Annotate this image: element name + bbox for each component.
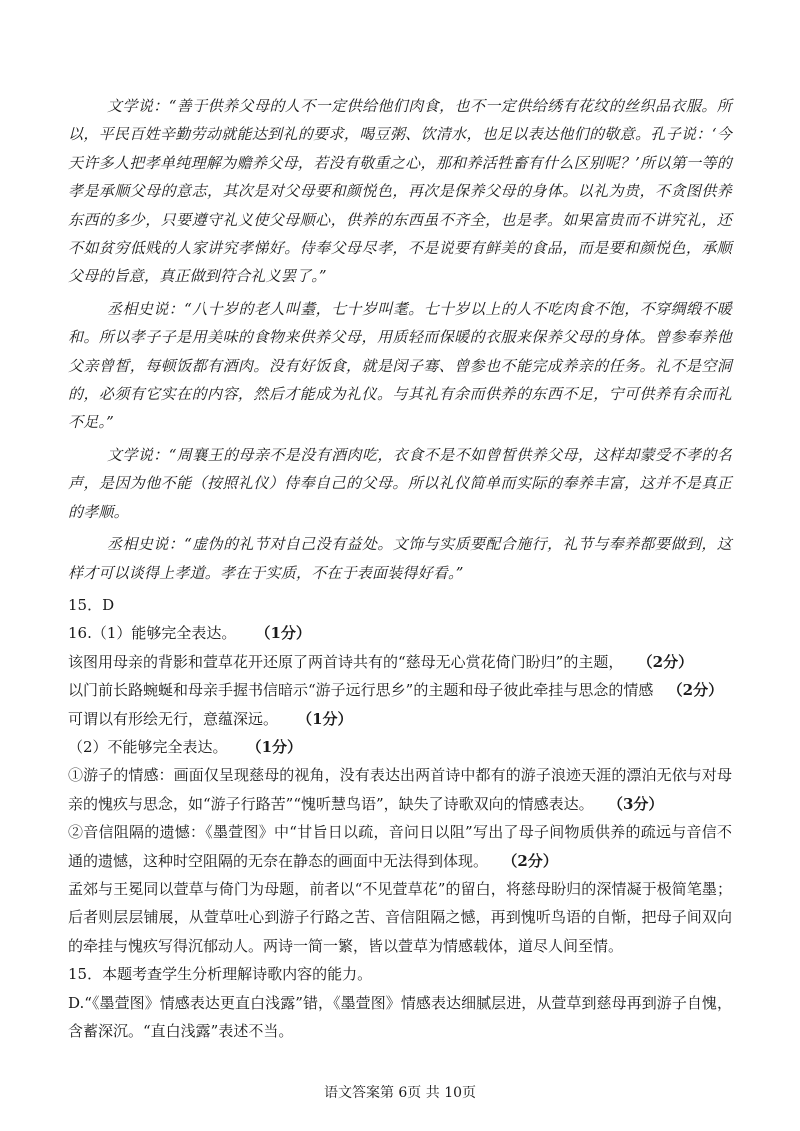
analysis-15-option-d: D.“《墨萱图》情感表达更直白浅露”错，《墨萱图》情感表达细腻层进，从萱草到慈母再到游子自愧，含蓄深沉。“直白浅露”表述不当。 — [68, 993, 732, 1040]
answer-text: 该图用母亲的背影和萱草花开还原了两首诗共有的“慈母无心赏花倚门盼归”的主题， — [68, 652, 624, 671]
answer-16-1-heading — [68, 619, 732, 647]
answer-text: ①游子的情感：画面仅呈现慈母的视角，没有表达出两首诗中都有的游子浪迹天涯的漂泊无依与对母亲的愧疚与思念，如“游子行路苦”“愧听慧鸟语”，缺失了诗歌双向的情感表达。 — [68, 766, 732, 813]
score-label: （1分） — [297, 709, 353, 728]
answer-15: 15．D — [68, 595, 115, 614]
answer-text: 可谓以有形绘无行，意蕴深远。 — [68, 709, 279, 728]
answer-16-1-point-b — [68, 676, 732, 704]
score-label: （2分） — [502, 851, 558, 870]
answer-16-1-point-a — [68, 648, 732, 676]
paragraph-chengxiangshi-2: 丞相史说：“虚伪的礼节对自己没有益处。文饰与实质要配合施行，礼节与奉养都要做到，这样才可以谈得上孝道。孝在于实质，不在于表面装得好看。” — [68, 535, 732, 582]
answer-text: 以门前长路蜿蜒和母亲手握书信暗示“游子远行思乡”的主题和母子彼此牵挂与思念的情感 — [68, 681, 654, 700]
score-label: （1分） — [246, 737, 303, 756]
paragraph-wenxue-2: 文学说：“周襄王的母亲不是没有酒肉吃，衣食不是不如曾皙供养父母，这样却蒙受不孝的名声，是因为他不能（按照礼仪）侍奉自己的父母。所以礼仪简单而实际的奉养丰富，这并不是真正的孝顺。 — [68, 445, 732, 521]
page-footer: 语文答案第 6页 共 10页 — [323, 1085, 477, 1101]
paragraph-wenxue-1: 文学说：“善于供养父母的人不一定供给他们肉食，也不一定供给绣有花纹的丝织品衣服。所以，平民百姓辛勤劳动就能达到礼的要求，喝豆粥、饮清水，也足以表达他们的敬意。孔子说：‘今天许多人把孝单纯理解为赡养父母，若没有敬重之心，那和养活牲畜有什么区别呢？’所以第一等的孝是承顺父母的意志，其次是对父母要和颜悦色，再次是保养父母的身体。以礼为贵，不贪图供养东西的多少，只要遵守礼义使父母顺心，供养的东西虽不齐全，也是孝。如果富贵而不讲究礼，还不如贫穷低贱的人家讲究孝悌好。侍奉父母尽孝，不是说要有鲜美的食品，而是要和颜悦色，承顺父母的旨意，真正做到符合礼义罢了。” — [68, 97, 732, 286]
answer-16-1-heading-text: 16.（1）能够完全表达。 — [68, 624, 237, 643]
paragraph-chengxiangshi-1: 丞相史说：“八十岁的老人叫耋，七十岁叫耄。七十岁以上的人不吃肉食不饱，不穿绸缎不暖和。所以孝子子是用美味的食物来供养父母，用质轻而保暖的衣服来保养父母的身体。曾参奉养他父亲曾皙，每顿饭都有酒肉。没有好饭食，就是闵子骞、曾参也不能完成养亲的任务。礼不是空洞的，必须有它实在的内容，然后才能成为礼仪。与其礼有余而供养的东西不足，宁可供养有余而礼不足。” — [68, 299, 732, 432]
analysis-15-note: 15．本题考查学生分析理解诗歌内容的能力。 — [68, 965, 373, 984]
answer-16-2-point-b — [68, 818, 732, 875]
answer-text: ②音信阻隔的遗憾：《墨萱图》中“甘旨日以疏，音问日以阻”写出了母子间物质供养的疏远与音信不通的遗憾，这种时空阻隔的无奈在静态的画面中无法得到体现。 — [68, 823, 732, 870]
page-content — [68, 92, 732, 1045]
score-label: （2分） — [637, 652, 694, 671]
answer-16-2-point-a — [68, 761, 732, 818]
score-label: （2分） — [667, 681, 724, 700]
answer-16-summary: 孟郊与王冕同以萱草与倚门为母题，前者以“不见萱草花”的留白，将慈母盼归的深情凝于极简笔墨；后者则层层铺展，从萱草吐心到游子行路之苦、音信阻隔之憾，再到愧听鸟语的自惭，把母子间双向的牵挂与愧疚写得沉郁动人。两诗一简一繁，皆以萱草为情感载体，道尽人间至情。 — [68, 879, 732, 955]
score-label: （3分） — [608, 794, 664, 813]
answer-16-2-heading — [68, 733, 732, 761]
score-label: （1分） — [255, 624, 311, 643]
answer-16-2-heading-text: （2）不能够完全表达。 — [68, 737, 228, 756]
answer-16-1-point-c — [68, 705, 732, 733]
